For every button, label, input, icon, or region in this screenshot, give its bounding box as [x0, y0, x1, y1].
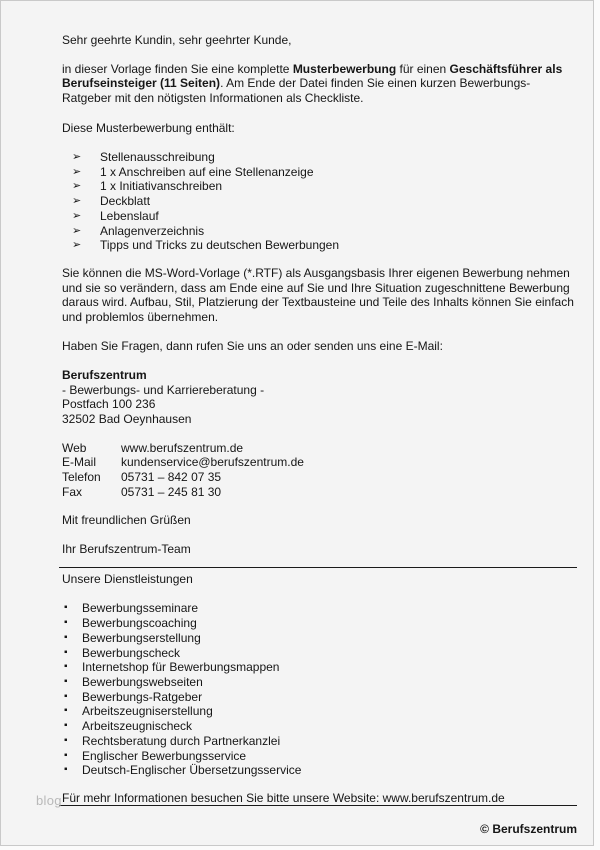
divider-line — [59, 567, 577, 568]
list-item — [62, 238, 577, 253]
intro-text: für einen — [396, 61, 450, 76]
contact-value: kundenservice@berufszentrum.de — [121, 455, 304, 470]
list-item — [62, 165, 577, 180]
square-bullet-icon: ▪ — [64, 676, 68, 687]
services-list — [62, 601, 577, 777]
footer-note: Für mehr Informationen besuchen Sie bitte unsere Website: www.berufszentrum.de — [59, 792, 577, 807]
contains-heading: Diese Musterbewerbung enthält: — [62, 120, 235, 135]
square-bullet-icon: ▪ — [64, 690, 68, 702]
company-address-line: - Bewerbungs- und Karriereberatung - — [62, 382, 265, 397]
list-item-label: 1 x Initiativanschreiben — [100, 179, 223, 194]
square-bullet-icon: ▪ — [64, 764, 68, 776]
service-item — [62, 601, 577, 616]
list-item — [62, 224, 577, 239]
intro-text: in dieser Vorlage finden Sie eine komplette — [62, 61, 293, 76]
contact-value: 05731 – 245 81 30 — [121, 484, 222, 499]
square-bullet-icon: ▪ — [64, 720, 68, 732]
service-item-label: Internetshop für Bewerbungsmappen — [82, 660, 280, 675]
contains-list — [62, 150, 577, 253]
company-name: Berufszentrum — [62, 367, 147, 382]
square-bullet-icon: ▪ — [64, 705, 68, 717]
list-item-label: Stellenausschreibung — [100, 150, 215, 165]
service-item-label: Bewerbungscheck — [82, 645, 181, 660]
service-item-label: Bewerbungs-Ratgeber — [82, 689, 203, 704]
arrow-bullet-icon: ➢ — [72, 224, 82, 237]
contact-label: Web — [62, 440, 87, 455]
service-item — [62, 763, 577, 778]
contact-value: 05731 – 842 07 35 — [121, 470, 222, 485]
copyright: © Berufszentrum — [480, 822, 577, 837]
service-item-label: Englischer Bewerbungsservice — [82, 748, 247, 763]
service-item — [62, 734, 577, 749]
watermark: blog — [36, 793, 62, 808]
company-address-line: 32502 Bad Oeynhausen — [62, 412, 192, 427]
arrow-bullet-icon: ➢ — [72, 209, 82, 222]
signature-line: Ihr Berufszentrum-Team — [62, 542, 191, 557]
list-item-label: Lebenslauf — [100, 208, 159, 223]
service-item — [62, 646, 577, 661]
list-item-label: Deckblatt — [100, 194, 151, 209]
contact-value: www.berufszentrum.de — [121, 440, 244, 455]
list-item-label: Anlagenverzeichnis — [100, 223, 205, 238]
intro-paragraph — [62, 62, 577, 106]
arrow-bullet-icon: ➢ — [72, 165, 82, 178]
service-item — [62, 719, 577, 734]
company-address-line: Postfach 100 236 — [62, 397, 156, 412]
usage-paragraph: Sie können die MS-Word-Vorlage (*.RTF) als Ausgangsbasis Ihrer eigenen Bewerbung nehmen und sie so verändern, dass am Ende eine auf Sie und Ihre Situation zugeschnittene Bewerbung daraus wird. Aufbau, Stil, Platzierung der Textbausteine und Teile des Inhalts können Sie einfach und problemlos übernehmen. — [62, 265, 574, 325]
arrow-bullet-icon: ➢ — [72, 151, 82, 164]
service-item — [62, 749, 577, 764]
contact-row — [62, 485, 577, 500]
list-item-label: Tipps und Tricks zu deutschen Bewerbungen — [100, 238, 340, 253]
contact-row — [62, 455, 577, 470]
square-bullet-icon: ▪ — [64, 646, 68, 658]
square-bullet-icon: ▪ — [64, 734, 68, 746]
service-item-label: Rechtsberatung durch Partnerkanzlei — [82, 733, 281, 748]
contact-row — [62, 470, 577, 485]
contact-label: Fax — [62, 484, 83, 499]
letter-content — [1, 1, 593, 837]
list-item — [62, 194, 577, 209]
contact-label: Telefon — [62, 470, 101, 485]
service-item — [62, 631, 577, 646]
list-item-label: 1 x Anschreiben auf eine Stellenanzeige — [100, 164, 314, 179]
service-item — [62, 675, 577, 690]
services-heading: Unsere Dienstleistungen — [62, 572, 193, 587]
contact-table — [62, 441, 577, 500]
salutation: Sehr geehrte Kundin, sehr geehrter Kunde, — [62, 33, 292, 47]
arrow-bullet-icon: ➢ — [72, 195, 82, 208]
list-item — [62, 179, 577, 194]
questions-line: Haben Sie Fragen, dann rufen Sie uns an oder senden uns eine E-Mail: — [62, 338, 443, 353]
square-bullet-icon: ▪ — [64, 749, 68, 761]
intro-text: . Am Ende der Datei finden Sie einen kurzen Bewerbungs-Ratgeber mit den nötigsten Informationen als Checkliste. — [62, 76, 531, 106]
square-bullet-icon: ▪ — [64, 661, 68, 673]
closing-line: Mit freundlichen Grüßen — [62, 513, 191, 528]
square-bullet-icon: ▪ — [64, 631, 68, 643]
service-item-label: Arbeitszeugnischeck — [82, 719, 193, 734]
intro-bold-position: Geschäftsführer als Berufseinsteiger (11 Seiten) — [62, 61, 563, 91]
service-item-label: Bewerbungserstellung — [82, 630, 201, 645]
square-bullet-icon: ▪ — [64, 602, 68, 614]
list-item — [62, 209, 577, 224]
contact-row — [62, 441, 577, 456]
service-item-label: Arbeitszeugniserstellung — [82, 704, 213, 719]
intro-bold-musterbewerbung: Musterbewerbung — [292, 61, 397, 76]
service-item — [62, 704, 577, 719]
arrow-bullet-icon: ➢ — [72, 239, 82, 252]
list-item — [62, 150, 577, 165]
service-item-label: Bewerbungscoaching — [82, 616, 197, 631]
company-address-lines — [62, 383, 577, 427]
service-item-label: Deutsch-Englischer Übersetzungsservice — [82, 763, 302, 778]
arrow-bullet-icon: ➢ — [72, 180, 82, 193]
square-bullet-icon: ▪ — [64, 617, 68, 629]
company-address — [62, 368, 577, 427]
contact-label: E-Mail — [62, 455, 97, 470]
service-item — [62, 690, 577, 705]
service-item-label: Bewerbungswebseiten — [82, 675, 203, 689]
service-item — [62, 616, 577, 631]
service-item — [62, 660, 577, 675]
service-item-label: Bewerbungsseminare — [82, 601, 199, 616]
